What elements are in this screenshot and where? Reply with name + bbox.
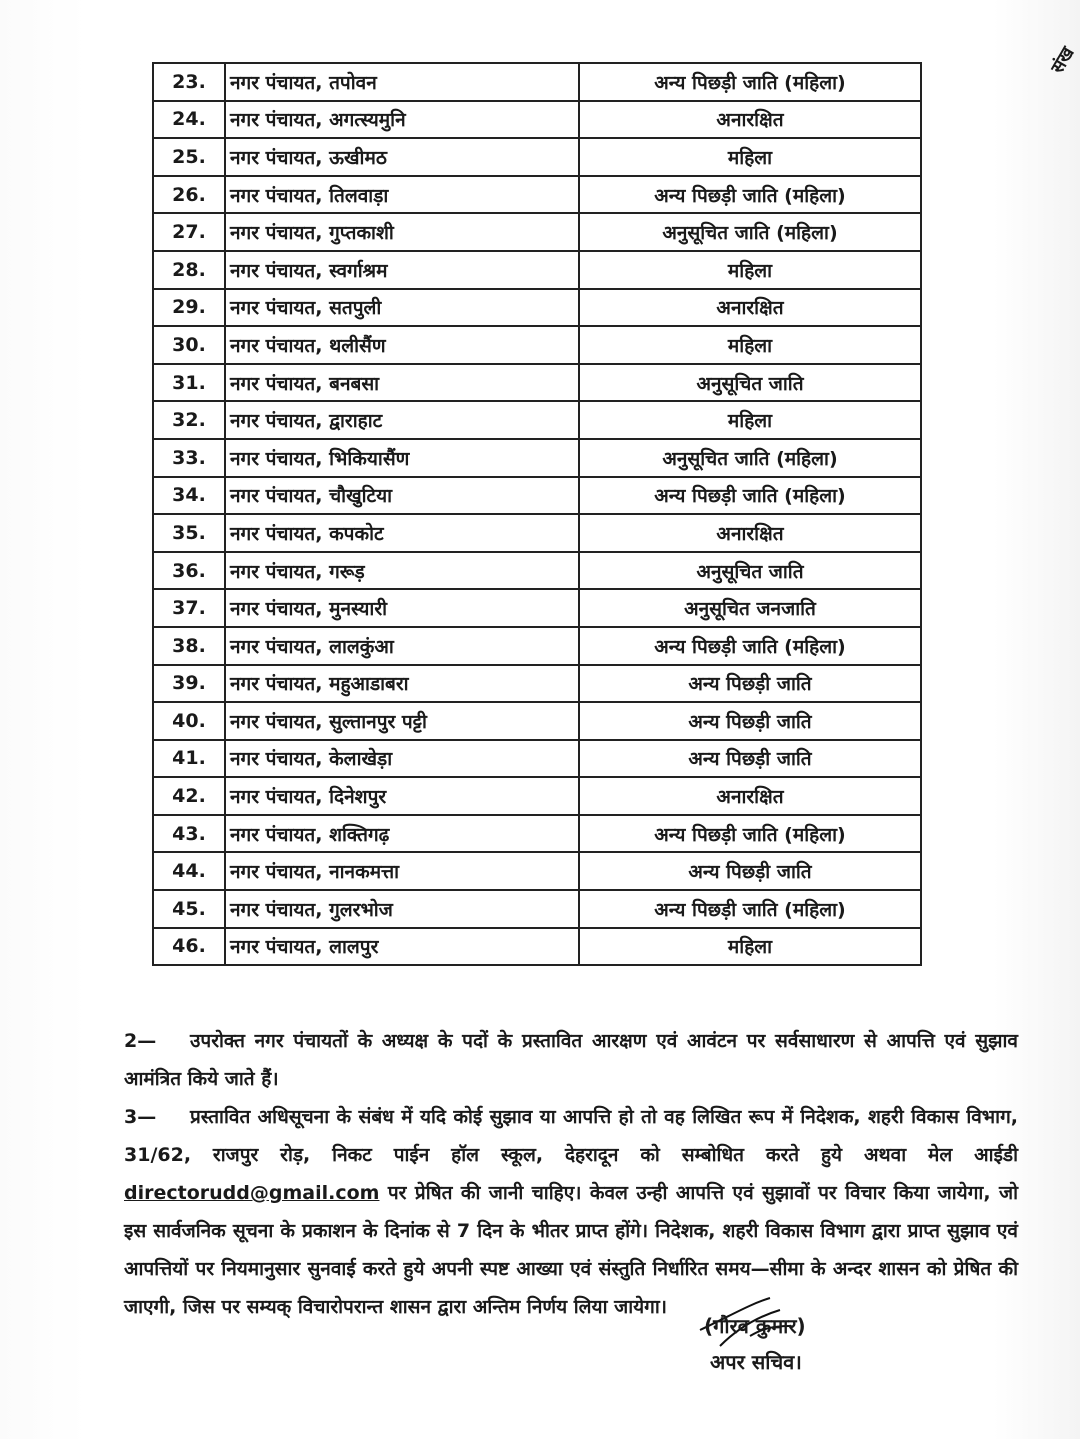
email-link[interactable]: directorudd@gmail.com	[124, 1182, 380, 1204]
reservation-category: अन्य पिछड़ी जाति	[579, 702, 921, 740]
reservation-category: महिला	[579, 326, 921, 364]
table-row	[153, 101, 921, 139]
reservation-category: अन्य पिछड़ी जाति (महिला)	[579, 627, 921, 665]
nagar-panchayat-name: नगर पंचायत, मुनस्यारी	[225, 589, 579, 627]
paragraph-2	[124, 1022, 1018, 1098]
reservation-category: अनारक्षित	[579, 777, 921, 815]
nagar-panchayat-name: नगर पंचायत, गरूड़	[225, 552, 579, 590]
table-row	[153, 289, 921, 327]
serial-number: 39.	[153, 665, 225, 703]
nagar-panchayat-name: नगर पंचायत, गुप्तकाशी	[225, 213, 579, 251]
table-row	[153, 552, 921, 590]
reservation-category: अनारक्षित	[579, 101, 921, 139]
paragraph-3-number: 3—	[124, 1106, 157, 1128]
table-row	[153, 589, 921, 627]
serial-number: 40.	[153, 702, 225, 740]
reservation-category: अन्य पिछड़ी जाति (महिला)	[579, 63, 921, 101]
serial-number: 29.	[153, 289, 225, 327]
reservation-category: अन्य पिछड़ी जाति (महिला)	[579, 890, 921, 928]
table-row	[153, 815, 921, 853]
reservation-category: अनुसूचित जाति	[579, 364, 921, 402]
serial-number: 44.	[153, 852, 225, 890]
nagar-panchayat-name: नगर पंचायत, महुआडाबरा	[225, 665, 579, 703]
nagar-panchayat-name: नगर पंचायत, स्वर्गाश्रम	[225, 251, 579, 289]
reservation-category: अन्य पिछड़ी जाति (महिला)	[579, 815, 921, 853]
paragraph-2-text: उपरोक्त नगर पंचायतों के अध्यक्ष के पदों के प्रस्तावित आरक्षण एवं आवंटन पर सर्वसाधारण से आपत्ति एवं सुझाव आमंत्रित किये जाते हैं।	[124, 1030, 1018, 1090]
paragraph-3-text-before: प्रस्तावित अधिसूचना के संबंध में यदि कोई सुझाव या आपत्ति हो तो वह लिखित रूप में निदेशक, शहरी विकास विभाग, 31/62, राजपुर रोड़, निकट पाईन हॉल स्कूल, देहरादून को सम्बोधित करते हुये अथवा मेल आईडी	[124, 1106, 1018, 1166]
table-row	[153, 401, 921, 439]
paragraph-3	[124, 1098, 1018, 1326]
table-row	[153, 477, 921, 515]
serial-number: 38.	[153, 627, 225, 665]
corner-fragment-text: संख	[1047, 43, 1079, 78]
reservation-category: अनुसूचित जाति (महिला)	[579, 439, 921, 477]
reservation-category: अनारक्षित	[579, 289, 921, 327]
table-row	[153, 326, 921, 364]
nagar-panchayat-name: नगर पंचायत, लालकुंआ	[225, 627, 579, 665]
reservation-category: अन्य पिछड़ी जाति	[579, 852, 921, 890]
nagar-panchayat-name: नगर पंचायत, कपकोट	[225, 514, 579, 552]
serial-number: 42.	[153, 777, 225, 815]
nagar-panchayat-name: नगर पंचायत, सुल्तानपुर पट्टी	[225, 702, 579, 740]
serial-number: 30.	[153, 326, 225, 364]
paragraph-3-text-after: पर प्रेषित की जानी चाहिए। केवल उन्ही आपत्ति एवं सुझावों पर विचार किया जायेगा, जो इस सार्वजनिक सूचना के प्रकाशन के दिनांक से 7 दिन के भीतर प्राप्त होंगे। निदेशक, शहरी विकास विभाग द्वारा प्राप्त सुझाव एवं आपत्तियों पर नियमानुसार सुनवाई करते हुये अपनी स्पष्ट आख्या एवं संस्तुति निर्धारित समय—सीमा के अन्दर शासन को प्रेषित की जाएगी, जिस पर सम्यक् विचारोपरान्त शासन द्वारा अन्तिम निर्णय लिया जायेगा।	[124, 1182, 1018, 1318]
serial-number: 45.	[153, 890, 225, 928]
serial-number: 46.	[153, 928, 225, 966]
nagar-panchayat-name: नगर पंचायत, भिकियासैंण	[225, 439, 579, 477]
nagar-panchayat-name: नगर पंचायत, चौखुटिया	[225, 477, 579, 515]
reservation-category: अन्य पिछड़ी जाति	[579, 740, 921, 778]
serial-number: 33.	[153, 439, 225, 477]
nagar-panchayat-name: नगर पंचायत, ऊखीमठ	[225, 138, 579, 176]
nagar-panchayat-name: नगर पंचायत, थलीसैंण	[225, 326, 579, 364]
serial-number: 41.	[153, 740, 225, 778]
reservation-table	[152, 62, 922, 966]
nagar-panchayat-name: नगर पंचायत, लालपुर	[225, 928, 579, 966]
signatory-name: (गौरव कुमार)	[704, 1314, 806, 1338]
nagar-panchayat-name: नगर पंचायत, नानकमत्ता	[225, 852, 579, 890]
nagar-panchayat-name: नगर पंचायत, द्वाराहाट	[225, 401, 579, 439]
nagar-panchayat-name: नगर पंचायत, केलाखेड़ा	[225, 740, 579, 778]
table-row	[153, 176, 921, 214]
reservation-category: महिला	[579, 251, 921, 289]
reservation-category: महिला	[579, 401, 921, 439]
nagar-panchayat-name: नगर पंचायत, गुलरभोज	[225, 890, 579, 928]
serial-number: 31.	[153, 364, 225, 402]
nagar-panchayat-name: नगर पंचायत, शक्तिगढ़	[225, 815, 579, 853]
table-row	[153, 702, 921, 740]
serial-number: 23.	[153, 63, 225, 101]
serial-number: 34.	[153, 477, 225, 515]
paragraph-2-number: 2—	[124, 1030, 157, 1052]
table-row	[153, 928, 921, 966]
table-row	[153, 251, 921, 289]
serial-number: 37.	[153, 589, 225, 627]
serial-number: 36.	[153, 552, 225, 590]
table-row	[153, 627, 921, 665]
table-row	[153, 213, 921, 251]
table-row	[153, 740, 921, 778]
serial-number: 35.	[153, 514, 225, 552]
nagar-panchayat-name: नगर पंचायत, बनबसा	[225, 364, 579, 402]
reservation-category: अन्य पिछड़ी जाति (महिला)	[579, 477, 921, 515]
serial-number: 24.	[153, 101, 225, 139]
nagar-panchayat-name: नगर पंचायत, तिलवाड़ा	[225, 176, 579, 214]
nagar-panchayat-name: नगर पंचायत, तपोवन	[225, 63, 579, 101]
serial-number: 32.	[153, 401, 225, 439]
table-row	[153, 439, 921, 477]
nagar-panchayat-name: नगर पंचायत, अगत्स्यमुनि	[225, 101, 579, 139]
reservation-category: महिला	[579, 928, 921, 966]
serial-number: 25.	[153, 138, 225, 176]
serial-number: 43.	[153, 815, 225, 853]
nagar-panchayat-name: नगर पंचायत, सतपुली	[225, 289, 579, 327]
reservation-category: अन्य पिछड़ी जाति	[579, 665, 921, 703]
table-row	[153, 63, 921, 101]
nagar-panchayat-name: नगर पंचायत, दिनेशपुर	[225, 777, 579, 815]
table-row	[153, 665, 921, 703]
reservation-category: अनुसूचित जनजाति	[579, 589, 921, 627]
table-row	[153, 364, 921, 402]
serial-number: 28.	[153, 251, 225, 289]
reservation-category: महिला	[579, 138, 921, 176]
table-row	[153, 890, 921, 928]
signatory-designation: अपर सचिव।	[710, 1350, 802, 1374]
serial-number: 26.	[153, 176, 225, 214]
serial-number: 27.	[153, 213, 225, 251]
reservation-category: अन्य पिछड़ी जाति (महिला)	[579, 176, 921, 214]
reservation-category: अनारक्षित	[579, 514, 921, 552]
reservation-category: अनुसूचित जाति (महिला)	[579, 213, 921, 251]
table-row	[153, 777, 921, 815]
table-row	[153, 138, 921, 176]
table-row	[153, 852, 921, 890]
reservation-category: अनुसूचित जाति	[579, 552, 921, 590]
table-row	[153, 514, 921, 552]
